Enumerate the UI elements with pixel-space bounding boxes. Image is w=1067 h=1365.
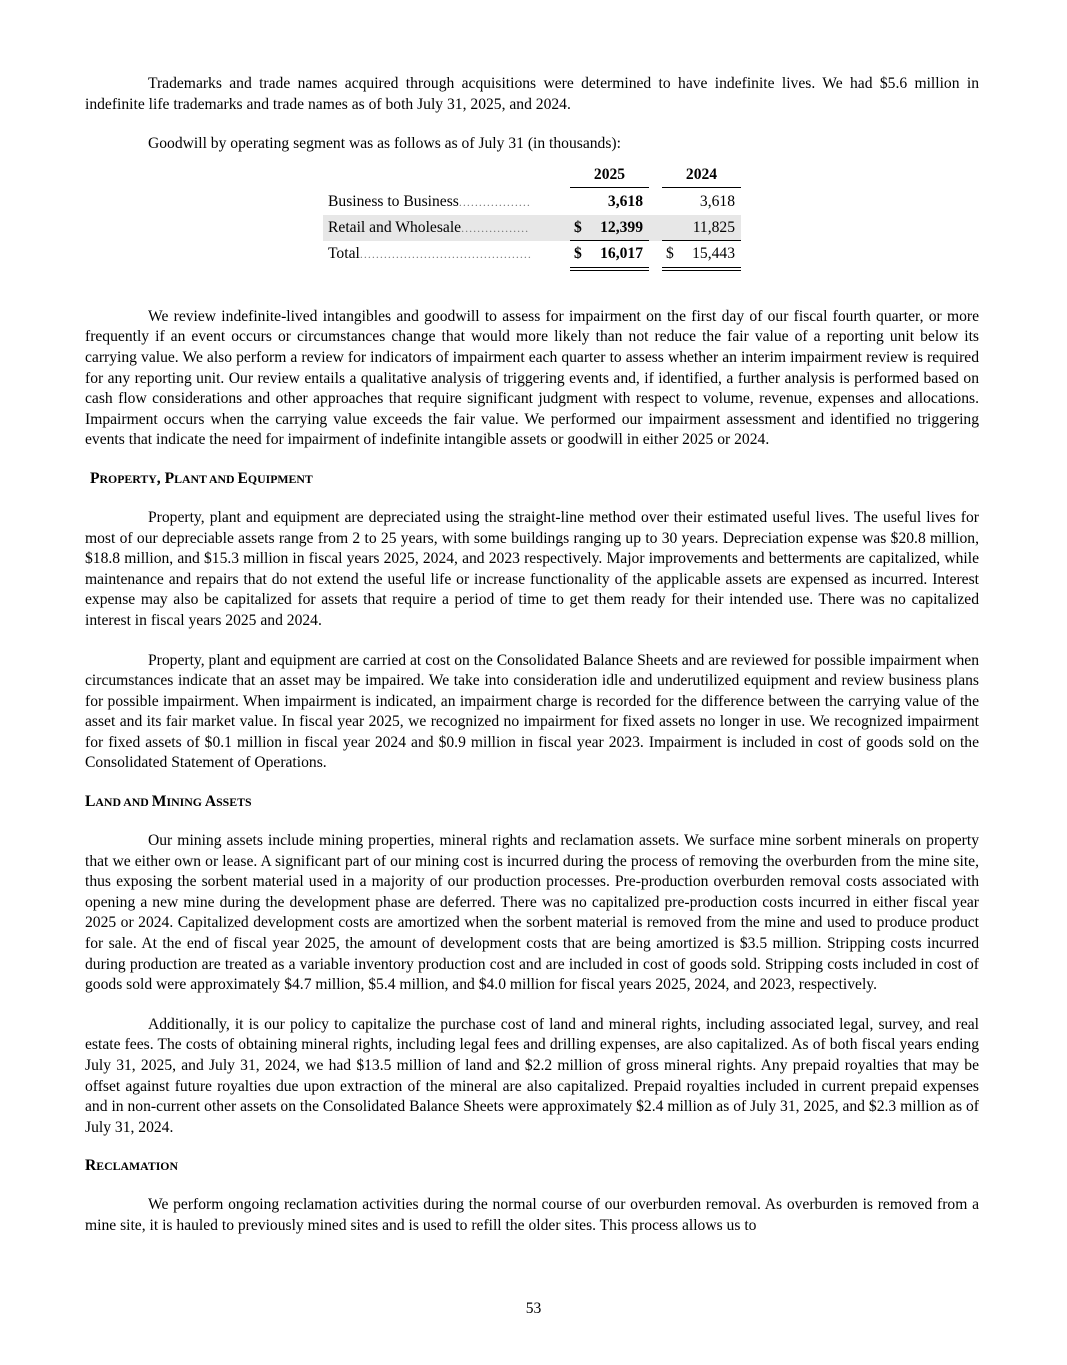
value-2024: 15,443 [692,245,735,262]
leader-dots: .................. [458,195,531,209]
paragraph-mining-assets: Our mining assets include mining properties, mineral rights and reclamation assets. We surface mine sorbent minerals on property that we either own or lease. A significant part of our mining cost is incurred during the process of removing the overburden from the mine site, thus exposing the sorbent material used in a majority of our production processes. Pre-production overburden removal costs associated with opening a new mine during the development phase are deferred. There was no capitalized pre-production costs incurred in either fiscal year 2025 or 2024. Capitalized development costs are amortized when the sorbent material is removed from the mine and used to produce product for sale. At the end of fiscal year 2025, the amount of development costs that are being amortized is $3.5 million. Stripping costs incurred during production are treated as a variable inventory production cost and are included in cost of goods sold. Stripping costs included in cost of goods sold were approximately $4.7 million, $5.4 million, and $4.0 million for fiscal years 2025, 2024, and 2023, respectively. [85,832,979,994]
leader-dots: ................. [461,221,530,235]
paragraph-ppe-impairment: Property, plant and equipment are carried at cost on the Consolidated Balance Sheets and are reviewed for possible impairment when circumstances indicate that an asset may be impaired. We take into consideration idle and underutilized equipment and review business plans for possible impairment. When impairment is indicated, an impairment charge is recorded for the difference between the carrying value of the asset and its fair market value. In fiscal year 2025, we recognized no impairment for fixed assets no longer in use. We recognized impairment for fixed assets of $0.1 million in fiscal year 2024 and $0.9 million in fiscal year 2023. Impairment is included in cost of goods sold on the Consolidated Statement of Operations. [85,651,979,772]
row-label: Business to Business [328,193,459,210]
column-header-2024: 2024 [662,166,741,188]
value-2025: 3,618 [607,193,643,210]
value-2024: 11,825 [692,219,735,236]
total-double-underline [662,267,741,268]
dollar-sign: $ [666,245,674,262]
row-label: Total [328,245,360,262]
heading-property-plant-equipment: PROPERTY, PLANT AND EQUIPMENT [90,469,313,487]
page-number: 53 [525,1300,542,1317]
heading-reclamation: RECLAMATION [85,1157,178,1175]
dollar-sign: $ [574,245,582,262]
column-header-2025: 2025 [570,166,649,188]
table-header-row [323,163,741,189]
table-row-total [323,241,741,267]
goodwill-table [323,163,741,267]
dollar-sign: $ [574,219,582,236]
paragraph-reclamation: We perform ongoing reclamation activities during the normal course of our overburden removal. As overburden is removed from a mine site, it is hauled to previously mined sites and is used to refill the older sites. This process allows us to [85,1196,979,1234]
total-double-underline [570,267,649,268]
total-double-underline [662,270,741,271]
value-2024: 3,618 [699,193,735,210]
row-label: Retail and Wholesale [328,219,462,236]
paragraph-depreciation: Property, plant and equipment are depreciated using the straight-line method over their estimated useful lives. The useful lives for most of our depreciable assets range from 2 to 25 years, with some buildings ranging up to 30 years. Depreciation expense was $20.8 million, $18.8 million, and $15.3 million in fiscal years 2025, 2024, and 2023 respectively. Major improvements and betterments are capitalized, while maintenance and repairs that do not extend the useful life or increase functionality of the applicable assets are expensed as incurred. Interest expense may also be capitalized for assets that require a period of time to get them ready for their intended use. There was no capitalized interest in fiscal years 2025 and 2024. [85,508,979,629]
table-row [323,189,741,215]
heading-land-mining-assets: LAND AND MINING ASSETS [85,793,252,811]
paragraph-impairment-review: We review indefinite-lived intangibles and goodwill to assess for impairment on the first day of our fiscal fourth quarter, or more frequently if an event occurs or circumstances change that would more likely than not reduce the fair value of a reporting unit below its carrying value. We also perform a review for indicators of impairment each quarter to assess whether an interim impairment review is required for any reporting unit. Our review entails a qualitative analysis of triggering events and, if identified, a further analysis is performed based on cash flow considerations and other approaches that require significant judgment with respect to volume, revenue, expenses and allocations. Impairment occurs when the carrying value exceeds the fair value. We performed our impairment assessment and identified no triggering events that indicate the need for impairment of indefinite intangible assets or goodwill in either 2025 or 2024. [85,307,979,449]
value-2025: 12,399 [600,219,643,236]
paragraph-trademarks: Trademarks and trade names acquired through acquisitions were determined to have indefinite lives. We had $5.6 million in indefinite life trademarks and trade names as of both July 31, 2025, and 2024. [85,75,979,113]
table-row [323,215,741,241]
total-double-underline [570,270,649,271]
leader-dots: ........................................... [359,247,532,261]
paragraph-goodwill-intro: Goodwill by operating segment was as follows as of July 31 (in thousands): [148,135,621,153]
value-2025: 16,017 [600,245,643,262]
paragraph-land-mineral-rights: Additionally, it is our policy to capitalize the purchase cost of land and mineral rights, including associated legal, survey, and real estate fees. The costs of obtaining mineral rights, including legal fees and drilling expenses, are also capitalized. As of both fiscal years ending July 31, 2025, and July 31, 2024, we had $13.5 million of land and $2.2 million of gross mineral rights. Any prepaid royalties that may be offset against future royalties due upon extraction of the mineral are also capitalized. Prepaid royalties included in current prepaid expenses and in non-current other assets on the Consolidated Balance Sheets were approximately $2.4 million as of July 31, 2025, and $2.3 million as of July 31, 2024. [85,1015,979,1136]
